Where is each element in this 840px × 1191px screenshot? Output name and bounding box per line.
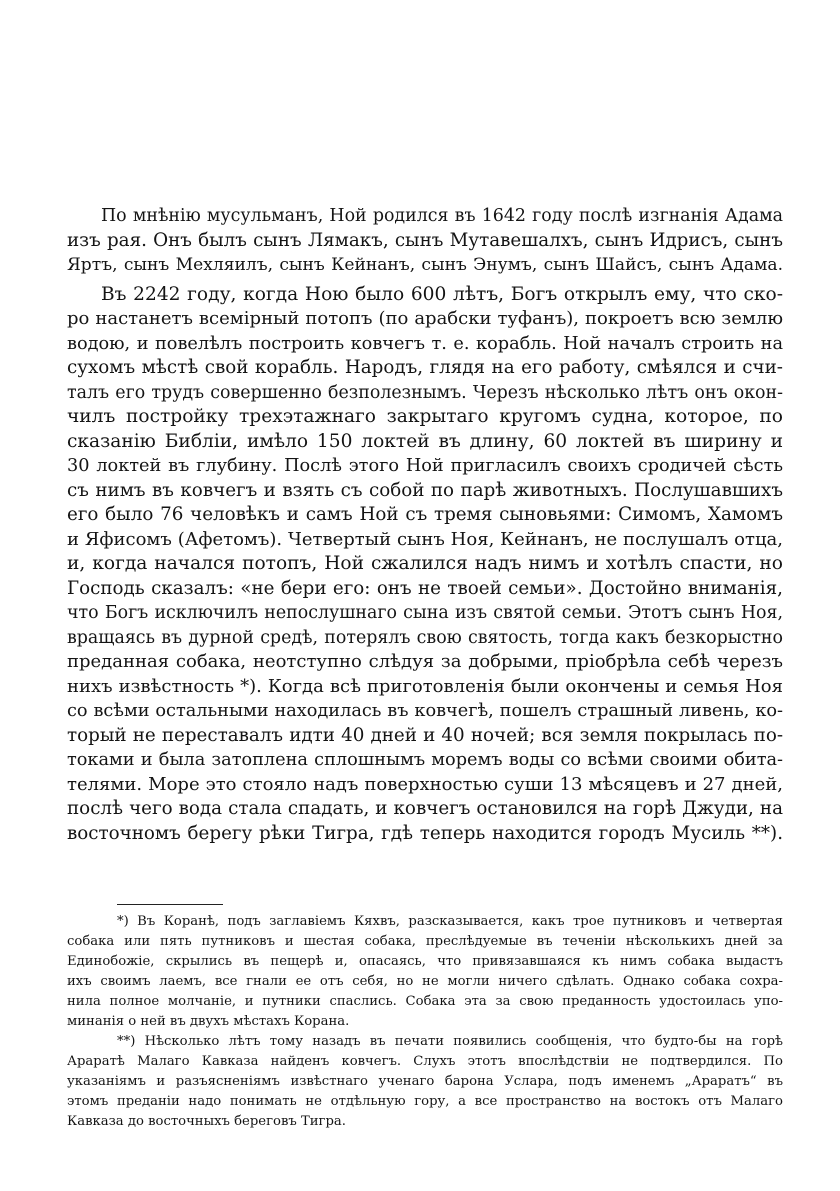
footnote-line: Араратѣ Малаго Кавказа найденъ ковчегъ. Слухъ этотъ впослѣдствіи не подтвердился. По bbox=[67, 1054, 783, 1069]
text-line: токами и была затоплена сплошнымъ моремъ воды со всѣми своими обита- bbox=[67, 750, 783, 770]
footnote-line: указаніямъ и разъясненіямъ извѣстнаго ученаго барона Услара, подъ именемъ „Араратъ“ въ bbox=[67, 1074, 783, 1089]
text-line: его было 76 человѣкъ и самъ Ной съ тремя сыновьями: Симомъ, Хамомъ bbox=[67, 504, 783, 525]
footnote-divider bbox=[117, 904, 223, 905]
footnote-line: минанія о ней въ двухъ мѣстахъ Корана. bbox=[67, 1014, 350, 1029]
footnote-1 bbox=[67, 912, 783, 1032]
text-line: и Яфисомъ (Афетомъ). Четвертый сынъ Ноя, Кейнанъ, не послушалъ отца, bbox=[67, 528, 783, 550]
footnote-line: нила полное молчаніе, и путники спаслись. Собака эта за свою преданность удостоилась упо- bbox=[67, 994, 783, 1009]
text-line: послѣ чего вода стала спадать, и ковчегъ остановился на горѣ Джуди, на bbox=[67, 798, 783, 819]
text-line: По мнѣнію мусульманъ, Ной родился въ 1642 году послѣ изгнанія Адама bbox=[101, 206, 783, 226]
text-line: телями. Море это стояло надъ поверхностью суши 13 мѣсяцевъ и 27 дней, bbox=[67, 773, 783, 795]
footnote-line: этомъ преданіи надо понимать не отдѣльную гору, а все пространство на востокъ отъ Малаго bbox=[67, 1094, 783, 1109]
text-line: 30 локтей въ глубину. Послѣ этого Ной пригласилъ своихъ сродичей сѣсть bbox=[67, 456, 783, 476]
text-line: и, когда начался потопъ, Ной сжалился надъ нимъ и хотѣлъ спасти, но bbox=[67, 553, 783, 574]
text-line: что Богъ исключилъ непослушнаго сына изъ святой семьи. Этотъ сынъ Ноя, bbox=[67, 603, 783, 623]
paragraph-2 bbox=[67, 283, 783, 847]
text-line: нихъ извѣстность *). Когда всѣ приготовленія были окончены и семья Ноя bbox=[67, 675, 783, 697]
footnote-line: ихъ своимъ лаемъ, все гнали ее отъ себя, но не могли ничего сдѣлать. Однако собака сохра- bbox=[67, 974, 783, 989]
text-line: талъ его трудъ совершенно безполезнымъ. Черезъ нѣсколько лѣтъ онъ окон- bbox=[67, 382, 783, 403]
text-line: преданная собака, неотступно слѣдуя за добрыми, пріобрѣла себѣ черезъ bbox=[67, 651, 783, 672]
footnote-line: Единобожіе, скрылись въ пещерѣ и, опасаясь, что привязавшаяся къ нимъ собака выдастъ bbox=[67, 954, 783, 969]
text-line: чилъ постройку трехэтажнаго закрытаго кругомъ судна, которое, по bbox=[67, 406, 783, 427]
text-line: Въ 2242 году, когда Ною было 600 лѣтъ, Богъ открылъ ему, что ско- bbox=[101, 283, 783, 305]
text-line: Господь сказалъ: «не бери его: онъ не твоей семьи». Достойно вниманія, bbox=[67, 577, 783, 599]
text-line: ро настанетъ всемірный потопъ (по арабски туфанъ), покроетъ всю землю bbox=[67, 308, 783, 329]
text-line: сухомъ мѣстѣ свой корабль. Народъ, глядя на его работу, смѣялся и счи- bbox=[67, 357, 783, 378]
text-line: Яртъ, сынъ Мехляилъ, сынъ Кейнанъ, сынъ Энумъ, сынъ Шайсъ, сынъ Адама. bbox=[67, 255, 783, 275]
text-line: со всѣми остальными находилась въ ковчегѣ, пошелъ страшный ливень, ко- bbox=[67, 701, 783, 721]
footnote-line: Кавказа до восточныхъ береговъ Тигра. bbox=[67, 1114, 346, 1129]
text-line: сказанію Библіи, имѣло 150 локтей въ длину, 60 локтей въ ширину и bbox=[67, 430, 783, 452]
text-line: водою, и повелѣлъ построить ковчегъ т. е. корабль. Ной началъ строить на bbox=[67, 333, 783, 354]
footnote-2 bbox=[67, 1032, 783, 1132]
footnote-line: собака или пять путниковъ и шестая собака, преслѣдуемые въ теченіи нѣсколькихъ дней за bbox=[67, 934, 783, 949]
text-line: восточномъ берегу рѣки Тигра, гдѣ теперь находится городъ Мусиль **). bbox=[67, 822, 783, 844]
text-line: торый не переставалъ идти 40 дней и 40 ночей; вся земля покрылась по- bbox=[67, 724, 783, 746]
footnotes bbox=[67, 912, 783, 1132]
main-text bbox=[67, 204, 783, 846]
text-line: съ нимъ въ ковчегъ и взять съ собой по парѣ животныхъ. Послушавшихъ bbox=[67, 479, 783, 501]
footnote-line: **) Нѣсколько лѣтъ тому назадъ въ печати появились сообщенія, что будто-бы на горѣ bbox=[117, 1034, 783, 1049]
footnote-line: *) Въ Коранѣ, подъ заглавіемъ Кяхвъ, разсказывается, какъ трое путниковъ и четвертая bbox=[117, 914, 783, 929]
paragraph-1 bbox=[67, 204, 783, 278]
text-line: вращаясь въ дурной средѣ, потерялъ свою святость, тогда какъ безкорыстно bbox=[67, 627, 783, 648]
text-line: изъ рая. Онъ былъ сынъ Лямакъ, сынъ Мутавешалхъ, сынъ Идрисъ, сынъ bbox=[67, 229, 783, 251]
